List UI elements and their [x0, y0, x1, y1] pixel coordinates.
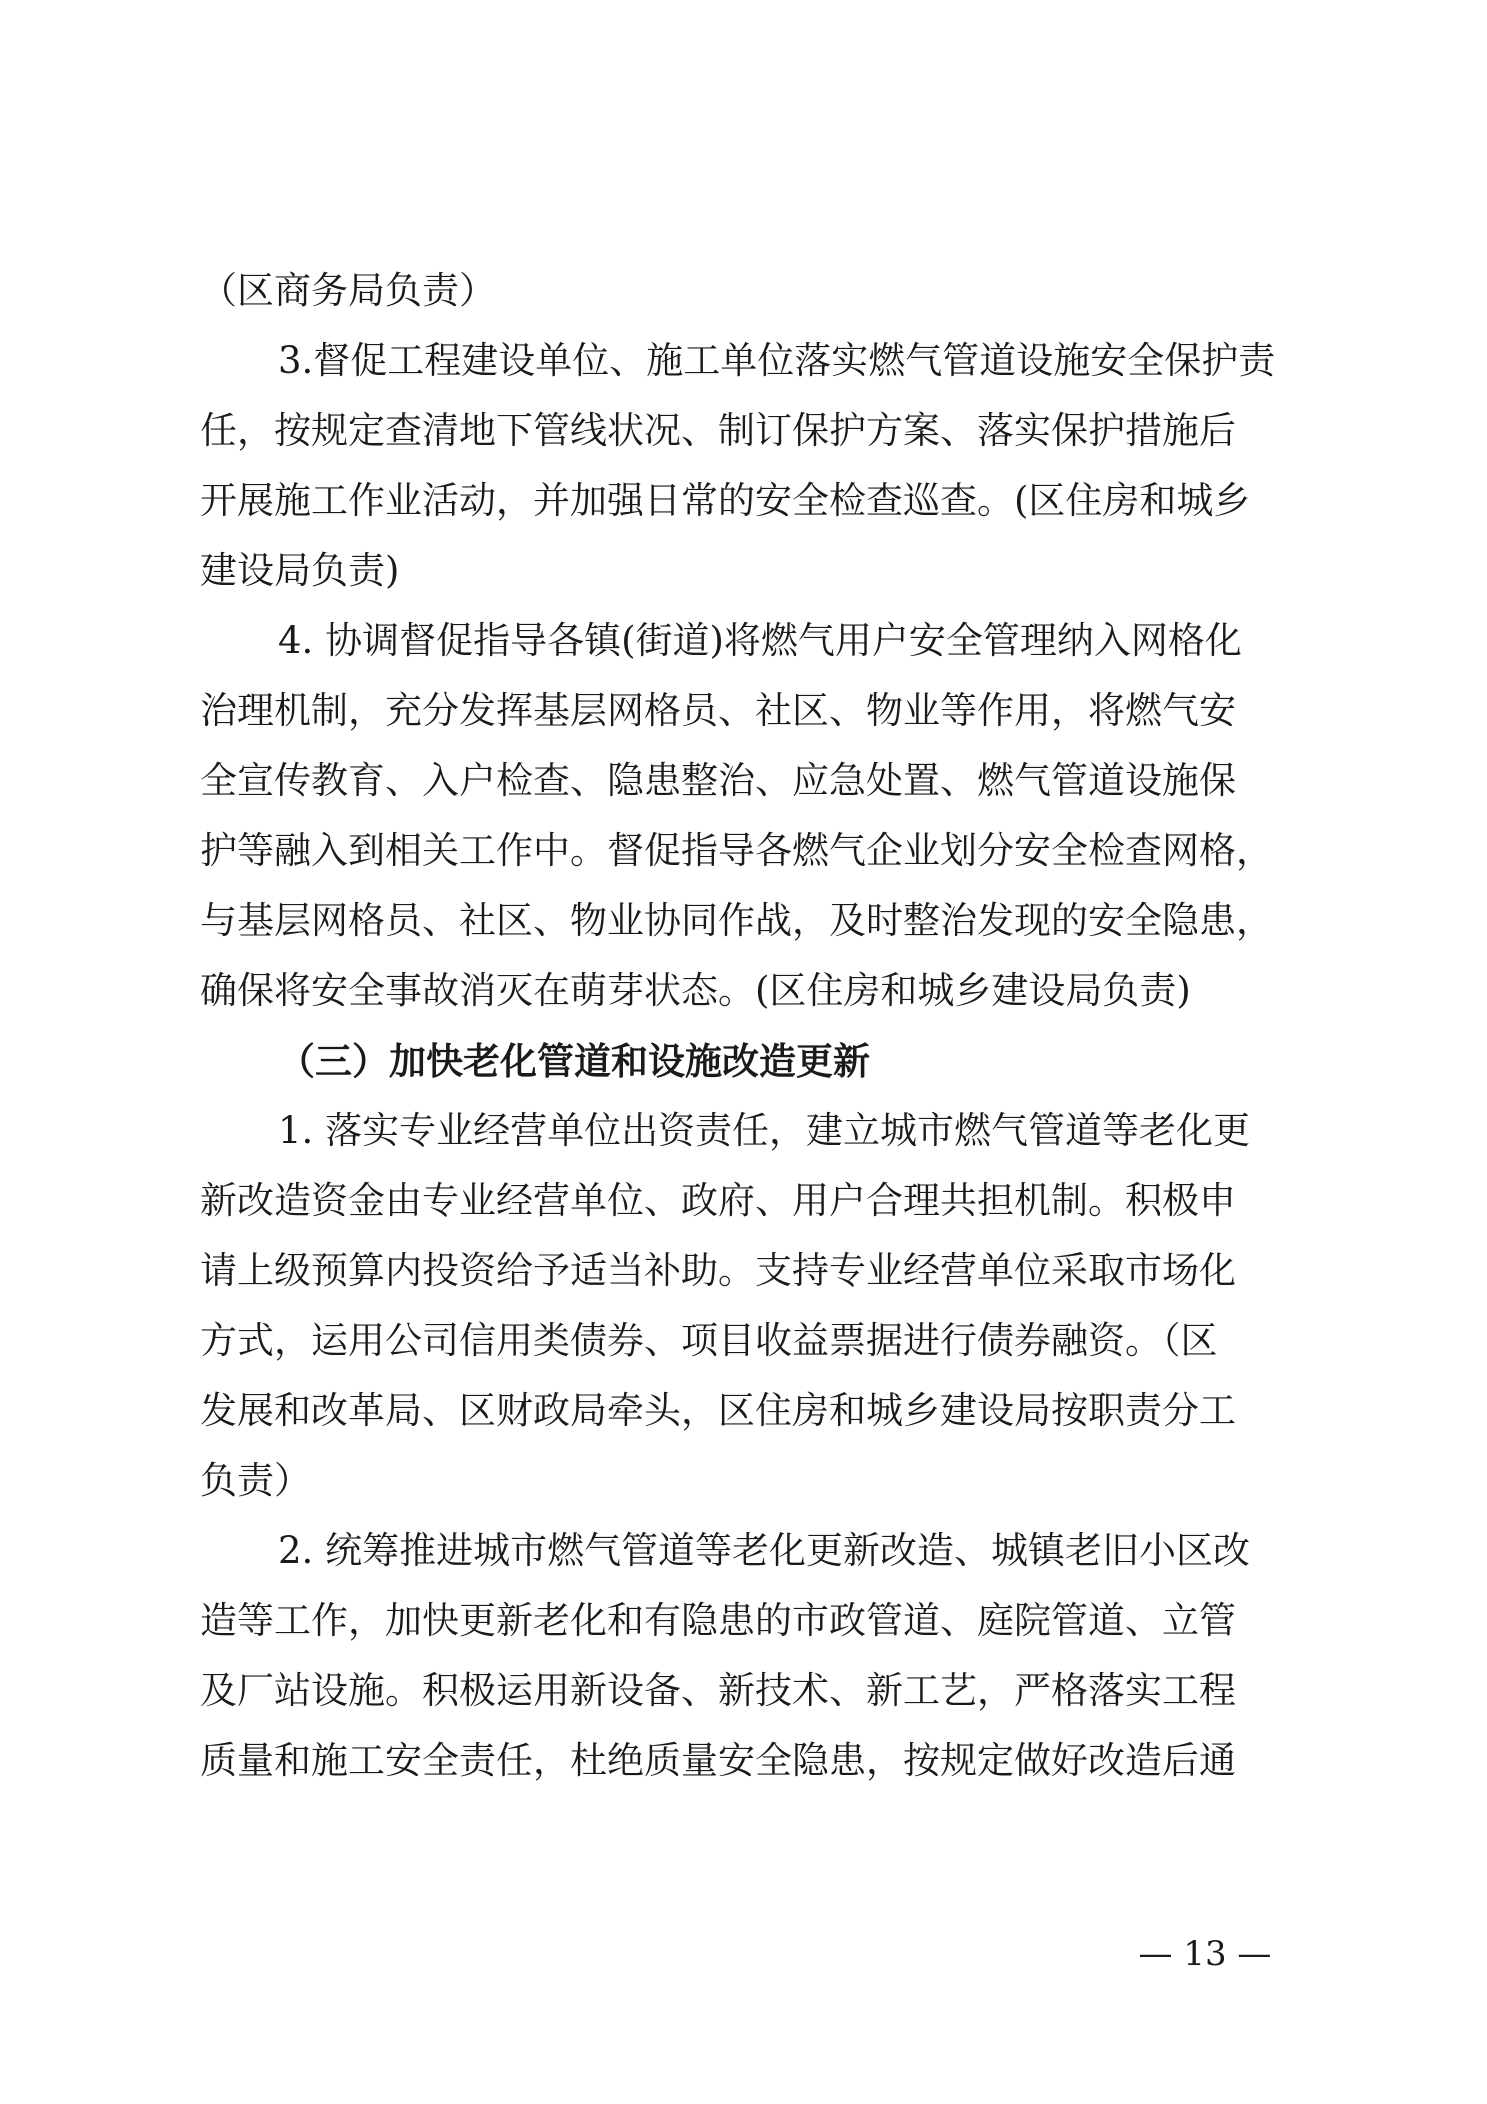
text-line: 造等工作，加快更新老化和有隐患的市政管道、庭院管道、立管 [200, 1599, 1236, 1642]
text-line: 护等融入到相关工作中。督促指导各燃气企业划分安全检查网格， [200, 829, 1273, 872]
text-line: 2. 统筹推进城市燃气管道等老化更新改造、城镇老旧小区改 [278, 1529, 1251, 1572]
text-line: 发展和改革局、区财政局牵头，区住房和城乡建设局按职责分工 [200, 1389, 1236, 1432]
text-line: 请上级预算内投资给予适当补助。支持专业经营单位采取市场化 [200, 1249, 1236, 1292]
text-line: 3.督促工程建设单位、施工单位落实燃气管道设施安全保护责 [278, 339, 1276, 382]
text-line: 及厂站设施。积极运用新设备、新技术、新工艺，严格落实工程 [200, 1669, 1236, 1712]
text-line: 确保将安全事故消灭在萌芽状态。(区住房和城乡建设局负责) [200, 969, 1191, 1012]
text-line: 1. 落实专业经营单位出资责任，建立城市燃气管道等老化更 [278, 1109, 1251, 1152]
text-line: 负责） [200, 1459, 311, 1502]
text-line: 与基层网格员、社区、物业协同作战，及时整治发现的安全隐患， [200, 899, 1273, 942]
text-line: （区商务局负责） [200, 269, 496, 312]
text-line: 质量和施工安全责任，杜绝质量安全隐患，按规定做好改造后通 [200, 1739, 1236, 1782]
text-line: 新改造资金由专业经营单位、政府、用户合理共担机制。积极申 [200, 1179, 1236, 1222]
text-line: 任，按规定查清地下管线状况、制订保护方案、落实保护措施后 [200, 409, 1236, 452]
section-heading: （三）加快老化管道和设施改造更新 [278, 1039, 870, 1083]
text-line: 全宣传教育、入户检查、隐患整治、应急处置、燃气管道设施保 [200, 759, 1236, 802]
page-number: — 13 — [1138, 1934, 1272, 1974]
text-line: 建设局负责) [200, 549, 400, 592]
text-line: 开展施工作业活动，并加强日常的安全检查巡查。(区住房和城乡 [200, 479, 1251, 522]
document-body [200, 256, 1300, 1796]
text-line: 方式，运用公司信用类债券、项目收益票据进行债券融资。（区 [200, 1319, 1218, 1362]
text-line: 治理机制，充分发挥基层网格员、社区、物业等作用，将燃气安 [200, 689, 1236, 732]
text-line: 4. 协调督促指导各镇(街道)将燃气用户安全管理纳入网格化 [278, 619, 1242, 662]
